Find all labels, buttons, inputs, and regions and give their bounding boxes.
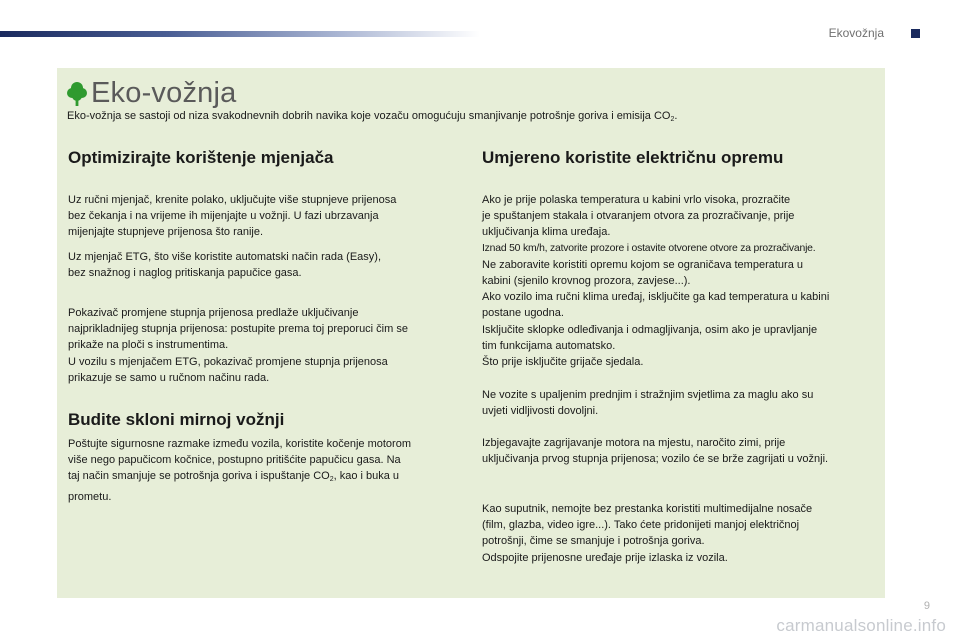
heading-gearbox: Optimizirajte korištenje mjenjača xyxy=(68,148,334,167)
intro-end: . xyxy=(674,110,678,122)
text-line: Poštujte sigurnosne razmake između vozila, koristite kočenje motorom xyxy=(68,438,411,450)
text-segment: taj način smanjuje se potrošnja goriva i ispuštanje CO xyxy=(68,470,330,483)
header-accent-bar xyxy=(0,31,480,37)
text-line: prikazuje se samo u ručnom načinu rada. xyxy=(68,371,270,384)
paragraph-etg-gearbox xyxy=(68,249,468,281)
paragraph-manual-gearbox xyxy=(68,192,468,241)
text-line: Izbjegavajte zagrijavanje motora na mjestu, naročito zimi, prije xyxy=(482,437,786,449)
text-line: je spuštanjem stakala i otvaranjem otvora za prozračivanje, prije xyxy=(482,210,795,223)
text-line: Ne vozite s upaljenim prednjim i stražnjim svjetlima za maglu ako su xyxy=(482,389,814,401)
text-line: Ako je prije polaska temperatura u kabini vrlo visoka, prozračite xyxy=(482,194,791,206)
text-line: prikaže na ploči s instrumentima. xyxy=(68,339,229,352)
heading-electrical-equipment: Umjereno koristite električnu opremu xyxy=(482,148,784,167)
section-marker xyxy=(911,29,920,38)
text-line: kabini (sjenilo krovnog prozora, zavjese...). xyxy=(482,275,691,288)
text-line: (film, glazba, video igre...). Tako ćete pridonijeti manjoj električnoj xyxy=(482,519,800,532)
intro-text xyxy=(67,110,867,123)
intro-main: Eko-vožnja se sastoji od niza svakodnevnih dobrih navika koje vozaču omogućuju smanjivanje potrošnje goriva i emisija CO xyxy=(67,110,671,122)
text-line-co2 xyxy=(68,468,468,488)
text-line: bez čekanja i na vrijeme ih mijenjajte u vožnji. U fazi ubrzavanja xyxy=(68,210,379,223)
paragraph-safe-distance xyxy=(68,436,468,505)
text-line: bez snažnog i naglog pritiskanja papučice gasa. xyxy=(68,267,302,280)
text-line: tim funkcijama automatsko. xyxy=(482,339,616,352)
paragraph-engine-warmup xyxy=(482,435,882,467)
text-line: Odspojite prijenosne uređaje prije izlaska iz vozila. xyxy=(482,551,728,564)
intro-subscript: 2 xyxy=(670,116,675,123)
text-line: Pokazivač promjene stupnja prijenosa predlaže uključivanje xyxy=(68,307,359,319)
text-line: Ne zaboravite koristiti opremu kojom se ograničava temperatura u xyxy=(482,258,803,271)
paragraph-cabin-temperature xyxy=(482,192,882,370)
text-line: Uz mjenjač ETG, što više koristite automatski način rada (Easy), xyxy=(68,251,381,263)
paragraph-gear-indicator xyxy=(68,305,468,386)
page-number: 9 xyxy=(923,600,930,612)
text-line: prometu. xyxy=(68,490,112,503)
text-line: potrošnji, čime se smanjuje i potrošnja goriva. xyxy=(482,535,705,548)
text-line: najprikladnijeg stupnja prijenosa: postupite prema toj preporuci čim se xyxy=(68,323,408,336)
text-line: Iznad 50 km/h, zatvorite prozore i ostavite otvorene otvore za prozračivanje. xyxy=(482,242,816,254)
section-name: Ekovožnja xyxy=(828,26,884,40)
text-line: uključivanja prvog stupnja prijenosa; vozilo će se brže zagrijati u vožnji. xyxy=(482,453,829,466)
text-line: mijenjajte stupnjeve prijenosa što ranije. xyxy=(68,226,264,239)
text-segment: , kao i buka u xyxy=(333,470,400,483)
content-panel xyxy=(57,68,885,598)
text-line: Uz ručni mjenjač, krenite polako, uključujte više stupnjeve prijenosa xyxy=(68,194,397,206)
text-line: uključivanja klima uređaja. xyxy=(482,226,611,239)
text-line: više nego papučicom kočnice, postupno pritišćite papučicu gasa. Na xyxy=(68,454,401,467)
heading-calm-driving: Budite skloni mirnoj vožnji xyxy=(68,410,285,429)
watermark: carmanualsonline.info xyxy=(776,616,946,635)
text-line: Isključite sklopke odleđivanja i odmagljivanja, osim ako je upravljanje xyxy=(482,323,818,336)
text-line: U vozilu s mjenjačem ETG, pokazivač promjene stupnja prijenosa xyxy=(68,355,388,368)
co2-subscript: 2 xyxy=(329,476,334,484)
text-line: uvjeti vidljivosti dovoljni. xyxy=(482,405,599,418)
text-line: Ako vozilo ima ručni klima uređaj, isključite ga kad temperatura u kabini xyxy=(482,291,830,304)
text-line: postane ugodna. xyxy=(482,307,564,320)
text-line: Što prije isključite grijače sjedala. xyxy=(482,356,644,369)
tree-icon xyxy=(67,81,87,107)
paragraph-multimedia xyxy=(482,501,882,566)
text-line: Kao suputnik, nemojte bez prestanka koristiti multimedijalne nosače xyxy=(482,503,813,515)
paragraph-fog-lights xyxy=(482,387,882,419)
page-title: Eko-vožnja xyxy=(91,77,237,109)
page-title-group xyxy=(67,77,236,110)
